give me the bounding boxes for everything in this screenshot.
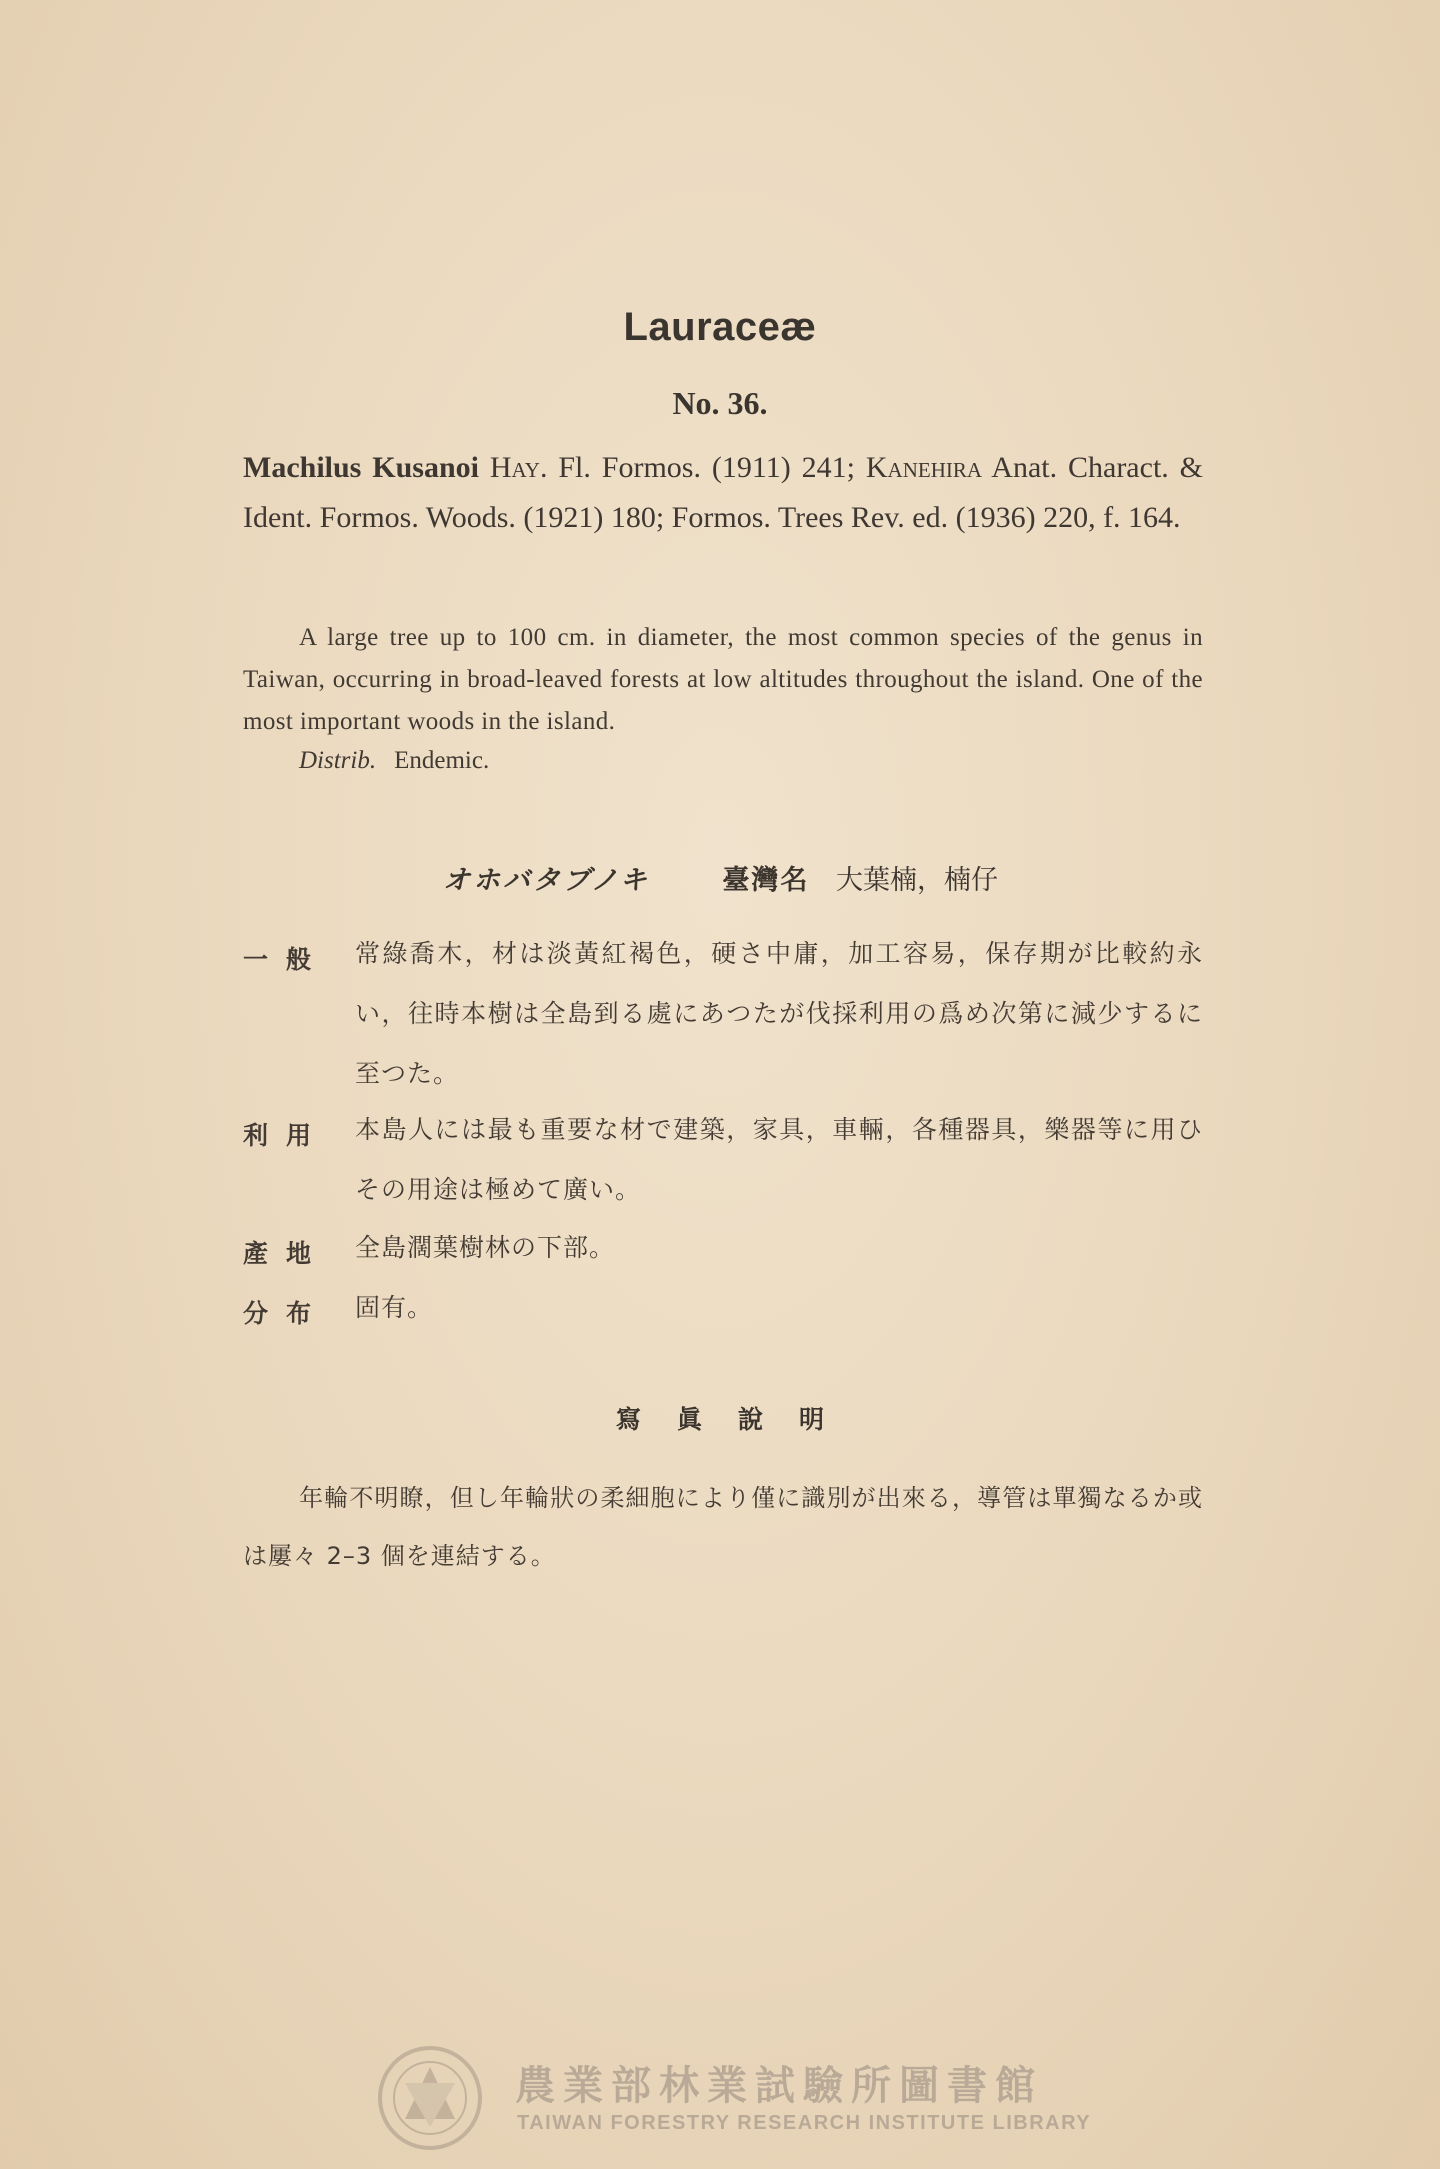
- section-text: 常綠喬木，材は淡黃紅褐色，硬さ中庸，加工容易，保存期が比較約永い，往時本樹は全島到る處にあつたが伐採利用の爲め次第に減少するに至つた。: [355, 939, 1203, 1088]
- family-title: Lauraceæ: [623, 305, 817, 349]
- photo-explanation-heading: 寫眞說明: [615, 1405, 860, 1434]
- reference-woods: Anat. Charact. & Ident. Formos. Woods. (1921) 180; Formos. Trees Rev. ed. (1936) 220, f. 164.: [243, 451, 1204, 534]
- section-text: 固有。: [355, 1293, 434, 1322]
- citation-block: [243, 443, 1203, 543]
- section-text: 全島濶葉樹林の下部。: [355, 1233, 616, 1262]
- species-name: Machilus Kusanoi: [243, 451, 479, 484]
- section-label: 一般: [243, 945, 330, 974]
- description-text: A large tree up to 100 cm. in diameter, the most common species of the genus in Taiwan, occurring in broad-leaved forests at low altitudes throughout the island. One of the most important woods in the island.: [243, 624, 1203, 735]
- reference-flora: Fl. Formos. (1911) 241;: [558, 451, 855, 484]
- entry-number: No. 36.: [672, 385, 768, 421]
- taiwan-name-label: 臺灣名: [722, 865, 810, 896]
- section-label: 利用: [243, 1121, 330, 1150]
- section-label: 產地: [243, 1239, 330, 1268]
- distribution-value: Endemic.: [394, 747, 490, 774]
- photo-explanation-text: [243, 1469, 1203, 1585]
- section-label: 分布: [243, 1299, 330, 1328]
- author-hayata: Hay.: [489, 451, 548, 484]
- section-text: 本島人には最も重要な材で建築，家具，車輛，各種器具，樂器等に用ひその用途は極めて廣い。: [355, 1115, 1203, 1204]
- japanese-kana-name: オホバタブノキ: [443, 865, 650, 896]
- library-seal-logo: [375, 2043, 485, 2153]
- library-name-english: TAIWAN FORESTRY RESEARCH INSTITUTE LIBRARY: [517, 2112, 1092, 2134]
- taiwan-name: 大葉楠，楠仔: [835, 865, 998, 896]
- library-name-chinese: 農業部林業試驗所圖書館: [515, 2063, 1043, 2109]
- japanese-name-header: [443, 858, 998, 897]
- english-description: [243, 617, 1203, 743]
- section-distribution: [243, 1294, 1203, 1354]
- distribution-line: [299, 747, 489, 775]
- distribution-label: Distrib.: [299, 747, 377, 774]
- photo-text-body: 年輪不明瞭，但し年輪狀の柔細胞により僅に識別が出來る，導管は單獨なるか或は屢々 2–3 個を連結する。: [243, 1484, 1203, 1570]
- author-kanehira: Kanehira: [865, 451, 983, 484]
- section-general: [243, 940, 1203, 1120]
